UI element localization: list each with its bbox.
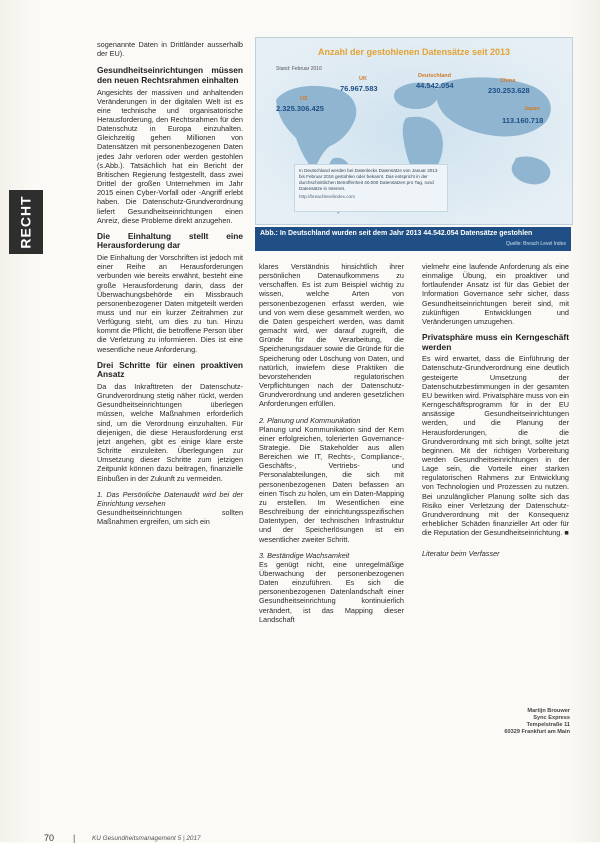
paragraph: Gesundheitseinrichtungen sollten Maßnahmen ergreifen, um sich ein <box>97 507 243 527</box>
literature-note: Literatur beim Verfasser <box>422 549 500 559</box>
paragraph: Es genügt nicht, eine unregelmäßige Überwachung der personenbezogenen Daten einzuführen. Es sich die personenbezogenen Datenlandschaft einer Gesundheitseinrichtung kontinuierlich verändert, ist das Mapping dieser Landschaft <box>259 559 404 624</box>
region-value-china: 230.253.628 <box>488 86 530 95</box>
region-label-us: US <box>300 96 308 102</box>
paragraph: Es wird erwartet, dass die Einführung der Datenschutz-Grundverordnung eine deutlich gesteigerte Umsetzung der Datenschutzbestimmungen in der gesamten EU bewirken wird. Privatsphäre muss von ein Kerngeschäftsprogramm für in der EU ansässige Gesundheitseinrichtungen werden, und die Planung der Herausforderungen, die die Grundverordnung mit sich bringt, sollte jetzt beginnen. Mit der richtigen Vorbereitung werden Gesundheitseinrichtungen in der Lage sein, die Vorteile einer starken regulatorischen Rahmens zur Entwicklung von Technologien und Prozessen zu nutzen. Bei unzulänglicher Planung sollte sich das Risiko einer Verletzung der Datenschutz-Grundverordnung mit der Konsequenz erheblicher Schäden finanzieller Art oder für die Reputation der Gesundheitseinrichtung. ■ <box>422 354 569 538</box>
paragraph: klares Verständnis hinsichtlich ihrer persönlichen Datenaufkommens zu verschaffen. Es ist zum Beispiel wichtig zu wissen, welche Arten von personenbezogenen erfasst werden, wie und von wem diese gesammelt werden, wo die Daten gespeichert werden, was damit gemacht wird, wer darauf zugreift, die Gründe für die Verarbeitung, die Speicherungsdauer sowie die Gründe für die Speicherung oder Löschung von Daten, und natürlich, inwiefern diese Praktiken die bevorstehenden regulatorischen Verpflichtungen nach der Datenschutz-Grundverordnung und anderen gesetzlichen Anforderungen erfüllen. <box>259 262 404 409</box>
heading-privatsphaere: Privatsphäre muss ein Kerngeschäft werden <box>422 332 569 352</box>
paragraph: Planung und Kommunikation sind der Kern einer erfolgreichen, tolerierten Governance-Strategie. Die Stakeholder aus allen Bereichen wie IT, Rechts-, Compliance-, Geschäfts-, Vertriebs- und Personalabteilungen, die sich mit personenbezogenen Daten befassen an einen Tisch zu holen, um ein Daten-Mapping zu erstellen. Im Wesentlichen eine Beschreibung der einrichtungsspezifischen Datentypen, der technischen Infrastruktur und der Speicherlösungen ist ein wesentlicher zweiter Schritt. <box>259 424 404 544</box>
region-value-us: 2.325.306.425 <box>276 104 324 113</box>
column-1 <box>97 40 243 526</box>
author-company: Sync Express <box>533 715 570 721</box>
region-label-uk: UK <box>359 76 367 82</box>
region-value-uk: 76.967.583 <box>340 84 378 93</box>
paragraph: vielmehr eine laufende Anforderung als eine einmalige Übung, ein proaktiver und fortlaufender Ansatz ist für das Gebiet der Information Governance sehr sicher, dass Gesundheitseinrichtungen bereit sind, mit zukünftigen Entwicklungen und Veränderungen umzugehen. <box>422 262 569 326</box>
column-3 <box>422 262 569 559</box>
paragraph: Angesichts der massiven und anhaltenden Veränderungen in der digitalen Welt ist es eine technische und organisatorische Herausforderung, den Rechtsrahmen für den Datenschutz in Europa einzuhalten. Gleichzeitig gehen Millionen von Datensätzen mit personenbezogenen Daten jedes Jahr verloren oder werden gestohlen (s.Abb.). Tatsächlich hat ein Bericht der Britischen Regierung festgestellt, dass zwei Drittel der großen Unternehmen im Jahr 2015 einen Cyber-Vorfall oder -Angriff erlebt haben. Die Datenschutz-Grundverordnung liefert Gesundheitseinrichtungen einen Anreiz, diese Probleme direkt anzugehen. <box>97 87 243 225</box>
figure-caption <box>255 227 571 251</box>
figure-caption-text: Abb.: In Deutschland wurden seit dem Jahr 2013 44.542.054 Datensätze gestohlen <box>260 230 533 237</box>
author-contact <box>480 708 570 736</box>
figure-info-source: http://breachlevelindex.com <box>299 194 355 199</box>
paragraph: Da das Inkrafttreten der Datenschutz-Grundverordnung stetig näher rückt, werden Gesundheitseinrichtungen überlegen müssen, welche Maßnahmen erforderlich sind, um die Verordnung einzuhalten. Für diejenigen, die diese Herausforderung erst jetzt angehen, gibt es einige klare erste Schritte einzuleiten. Überlegungen zur Umsetzung dieser Schritte zum jetzigen Zeitpunkt können dazu beitragen, finanzielle Einbußen in der Zukunft zu vermeiden. <box>97 381 243 483</box>
region-value-deutschland: 44.542.054 <box>416 81 454 90</box>
intro-paragraph: sogenannte Daten in Drittländer ausserhalb der EU). <box>97 40 243 59</box>
region-label-japan: Japan <box>524 106 540 112</box>
figure-caption-source: Quelle: Breach Level Index <box>505 241 566 247</box>
journal-name: KU Gesundheitsmanagement 5 | 2017 <box>92 835 201 842</box>
section-tab <box>9 190 43 254</box>
footer-separator: | <box>73 833 76 843</box>
region-label-deutschland: Deutschland <box>418 73 452 79</box>
subheading-wachsamkeit: 3. Beständige Wachsamkeit <box>259 550 350 560</box>
subheading-datenaudit: 1. Das Persönliche Datenaudit wird bei der Einrichtung versehen <box>97 489 243 508</box>
column-2 <box>259 262 404 624</box>
figure-info-text: In Deutschland werden bei Datenlecks Datensätze von Januar 2013 bis Februar 2016 gestohlen oder bekannt. Das entspricht in der durchschnittlichen Betroffenheit 40.000 Datensätzen pro Tag, rund Datensätze in Internet. <box>299 168 438 191</box>
region-label-china: China <box>500 78 516 84</box>
section-tab-label: RECHT <box>18 195 35 249</box>
author-street: Tempelstraße 11 <box>526 722 570 728</box>
heading-drei-schritte: Drei Schritte für einen proaktiven Ansatz <box>97 359 243 380</box>
subheading-planung: 2. Planung und Kommunikation <box>259 415 361 425</box>
heading-einhaltung: Die Einhaltung stellt eine Herausforderung dar <box>97 230 243 251</box>
world-map-figure <box>255 37 573 225</box>
region-value-japan: 113.160.718 <box>502 116 544 125</box>
paragraph: Die Einhaltung der Vorschriften ist jedoch mit einer Reihe an Herausforderungen verbunden wie bereits erwähnt, besteht eine große Herausforderung darin, dass der Überwachungsbehörde ein Missbrauch personenbezogener Daten mitgeteilt werden muss und nur ein kurzer Zeitrahmen zur Verfügung steht, um dies zu tun. Hinzu kommt die Pflicht, die betroffene Person über die Verletzung zu informieren. Dies ist eine wesentliche neue Anforderung. <box>97 253 243 354</box>
author-name: Martijn Brouwer <box>527 708 570 714</box>
author-city: 60329 Frankfurt am Main <box>504 729 570 735</box>
figure-date-note: Stand: Februar 2016 <box>276 66 322 72</box>
figure-info-box <box>294 164 448 212</box>
figure-title: Anzahl der gestohlenen Datensätze seit 2013 <box>317 47 511 57</box>
page-number: 70 <box>44 833 55 843</box>
heading-rechtsrahmen: Gesundheitseinrichtungen müssen den neuen Rechtsrahmen einhalten <box>97 65 243 85</box>
